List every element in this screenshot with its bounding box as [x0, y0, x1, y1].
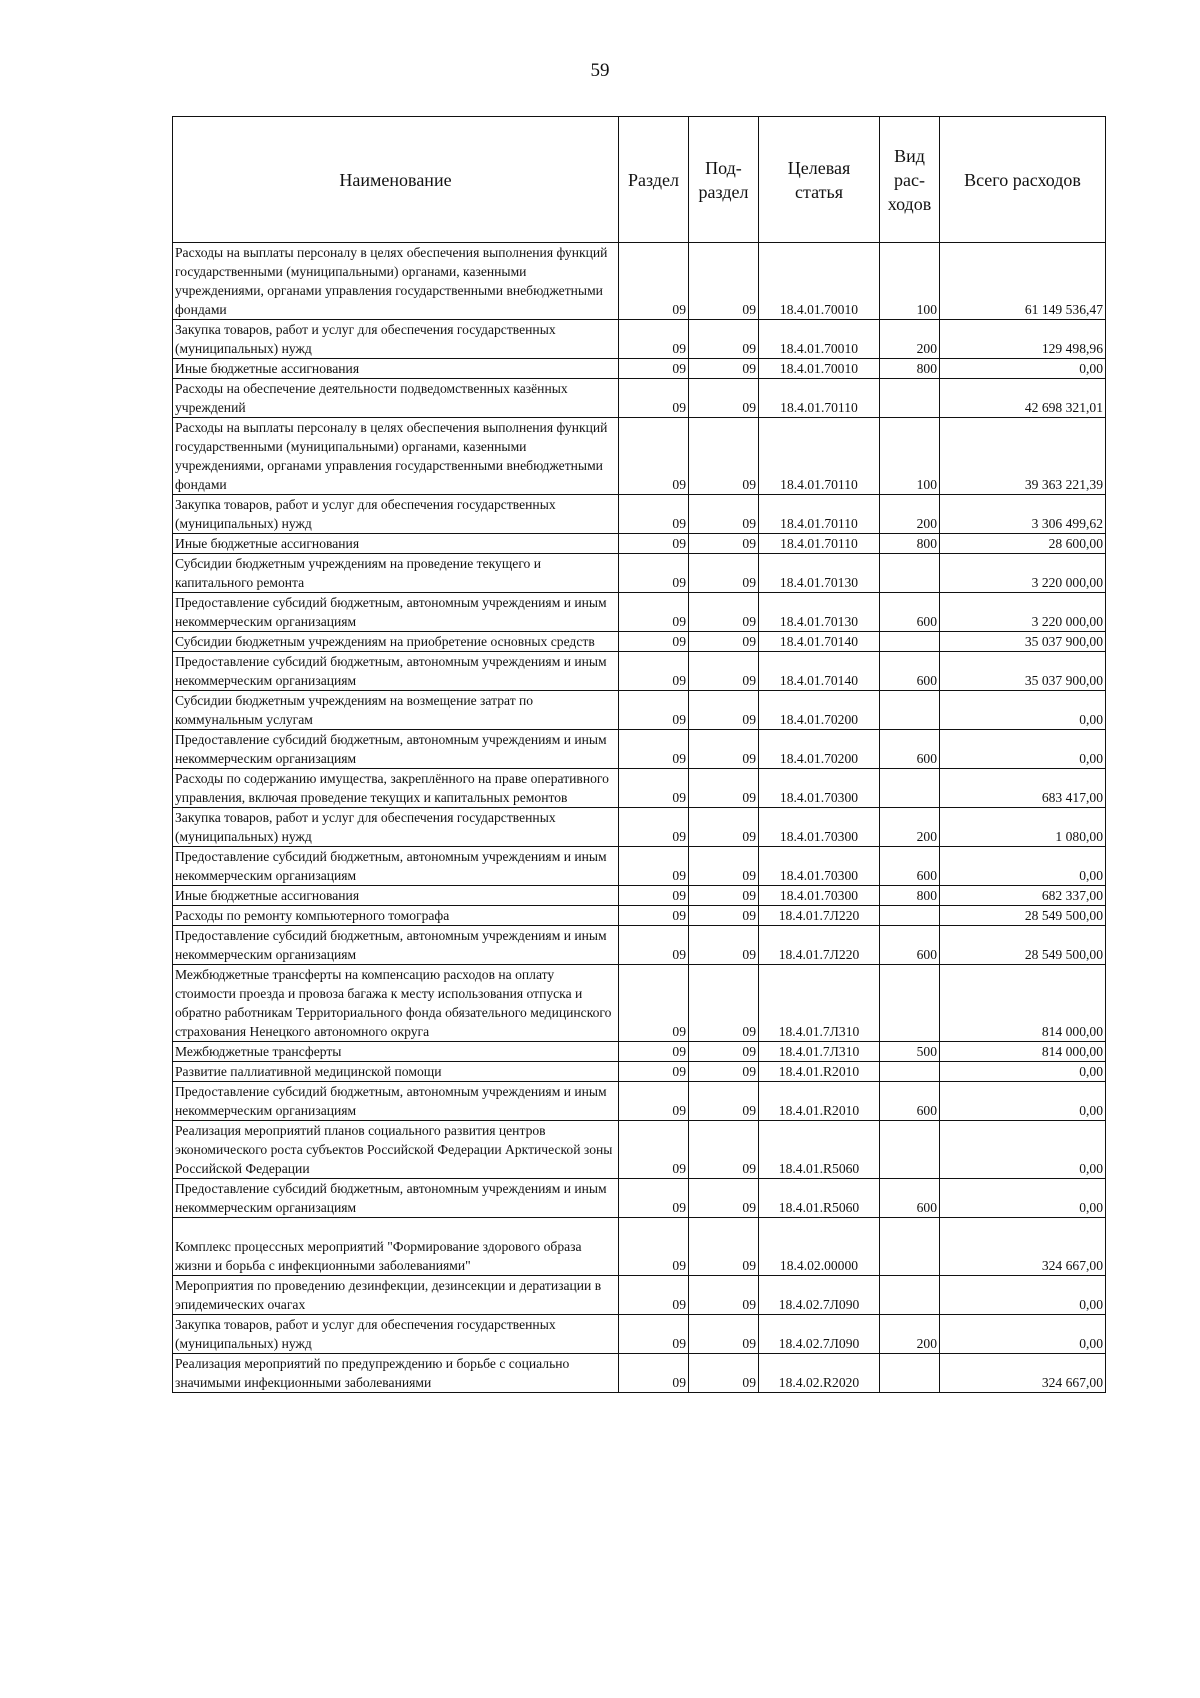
cell-total: 0,00 — [940, 1315, 1106, 1354]
cell-target: 18.4.01.70010 — [759, 243, 880, 320]
cell-name: Закупка товаров, работ и услуг для обеспечения государственных (муниципальных) нужд — [173, 495, 619, 534]
cell-total: 3 306 499,62 — [940, 495, 1106, 534]
cell-name: Предоставление субсидий бюджетным, автономным учреждениям и иным некоммерческим организациям — [173, 1179, 619, 1218]
cell-type — [880, 769, 940, 808]
budget-table — [172, 116, 1106, 1393]
cell-type: 600 — [880, 847, 940, 886]
cell-name: Иные бюджетные ассигнования — [173, 359, 619, 379]
table-row — [173, 926, 1106, 965]
cell-name: Мероприятия по проведению дезинфекции, дезинсекции и дератизации в эпидемических очагах — [173, 1276, 619, 1315]
cell-type: 600 — [880, 926, 940, 965]
table-row — [173, 730, 1106, 769]
cell-target: 18.4.01.70140 — [759, 632, 880, 652]
cell-subsection: 09 — [689, 906, 759, 926]
cell-type — [880, 1276, 940, 1315]
cell-subsection: 09 — [689, 769, 759, 808]
cell-section: 09 — [619, 1218, 689, 1276]
header-section: Раздел — [619, 117, 689, 243]
table-row — [173, 243, 1106, 320]
cell-section: 09 — [619, 495, 689, 534]
cell-target: 18.4.01.70110 — [759, 418, 880, 495]
table-row — [173, 359, 1106, 379]
cell-name: Субсидии бюджетным учреждениям на возмещение затрат по коммунальным услугам — [173, 691, 619, 730]
cell-section: 09 — [619, 379, 689, 418]
cell-type: 600 — [880, 593, 940, 632]
cell-subsection: 09 — [689, 359, 759, 379]
cell-name: Иные бюджетные ассигнования — [173, 534, 619, 554]
cell-section: 09 — [619, 1042, 689, 1062]
cell-type: 800 — [880, 534, 940, 554]
cell-name: Закупка товаров, работ и услуг для обеспечения государственных (муниципальных) нужд — [173, 808, 619, 847]
cell-subsection: 09 — [689, 1315, 759, 1354]
cell-target: 18.4.01.R5060 — [759, 1121, 880, 1179]
cell-type: 100 — [880, 243, 940, 320]
cell-section: 09 — [619, 1179, 689, 1218]
cell-subsection: 09 — [689, 1082, 759, 1121]
cell-subsection: 09 — [689, 847, 759, 886]
cell-subsection: 09 — [689, 886, 759, 906]
cell-type: 200 — [880, 808, 940, 847]
cell-total: 0,00 — [940, 847, 1106, 886]
cell-total: 1 080,00 — [940, 808, 1106, 847]
cell-target: 18.4.01.70300 — [759, 769, 880, 808]
cell-name: Предоставление субсидий бюджетным, автономным учреждениям и иным некоммерческим организациям — [173, 730, 619, 769]
cell-section: 09 — [619, 320, 689, 359]
cell-subsection: 09 — [689, 1062, 759, 1082]
cell-total: 324 667,00 — [940, 1218, 1106, 1276]
cell-target: 18.4.01.70300 — [759, 808, 880, 847]
cell-section: 09 — [619, 1354, 689, 1393]
cell-section: 09 — [619, 1082, 689, 1121]
table-row — [173, 632, 1106, 652]
cell-total: 35 037 900,00 — [940, 652, 1106, 691]
cell-total: 0,00 — [940, 1082, 1106, 1121]
cell-type: 500 — [880, 1042, 940, 1062]
cell-target: 18.4.01.R5060 — [759, 1179, 880, 1218]
cell-total: 3 220 000,00 — [940, 593, 1106, 632]
cell-subsection: 09 — [689, 632, 759, 652]
cell-name: Реализация мероприятий планов социального развития центров экономического роста субъектов Российской Федерации Арктической зоны Российской Федерации — [173, 1121, 619, 1179]
cell-type — [880, 1121, 940, 1179]
table-header-row — [173, 117, 1106, 243]
header-subsection: Под- раздел — [689, 117, 759, 243]
cell-section: 09 — [619, 359, 689, 379]
cell-target: 18.4.01.70110 — [759, 379, 880, 418]
table-row — [173, 534, 1106, 554]
cell-type — [880, 379, 940, 418]
cell-target: 18.4.01.70300 — [759, 847, 880, 886]
cell-total: 39 363 221,39 — [940, 418, 1106, 495]
cell-name: Предоставление субсидий бюджетным, автономным учреждениям и иным некоммерческим организациям — [173, 593, 619, 632]
cell-total: 814 000,00 — [940, 965, 1106, 1042]
cell-name: Субсидии бюджетным учреждениям на приобретение основных средств — [173, 632, 619, 652]
cell-type — [880, 691, 940, 730]
cell-subsection: 09 — [689, 495, 759, 534]
cell-section: 09 — [619, 632, 689, 652]
cell-section: 09 — [619, 808, 689, 847]
cell-subsection: 09 — [689, 652, 759, 691]
cell-subsection: 09 — [689, 534, 759, 554]
table-row — [173, 652, 1106, 691]
cell-subsection: 09 — [689, 1042, 759, 1062]
cell-subsection: 09 — [689, 379, 759, 418]
cell-name: Расходы на обеспечение деятельности подведомственных казённых учреждений — [173, 379, 619, 418]
table-row — [173, 495, 1106, 534]
cell-section: 09 — [619, 1121, 689, 1179]
cell-subsection: 09 — [689, 1179, 759, 1218]
cell-target: 18.4.01.7Л220 — [759, 906, 880, 926]
cell-name: Предоставление субсидий бюджетным, автономным учреждениям и иным некоммерческим организациям — [173, 652, 619, 691]
cell-name: Расходы по содержанию имущества, закреплённого на праве оперативного управления, включая проведение текущих и капитальных ремонтов — [173, 769, 619, 808]
table-row — [173, 691, 1106, 730]
table-row — [173, 1179, 1106, 1218]
table-row — [173, 554, 1106, 593]
cell-subsection: 09 — [689, 243, 759, 320]
cell-type: 600 — [880, 652, 940, 691]
cell-total: 28 600,00 — [940, 534, 1106, 554]
cell-section: 09 — [619, 1315, 689, 1354]
table-row — [173, 808, 1106, 847]
cell-name: Закупка товаров, работ и услуг для обеспечения государственных (муниципальных) нужд — [173, 1315, 619, 1354]
table-row — [173, 1276, 1106, 1315]
cell-section: 09 — [619, 906, 689, 926]
cell-name: Расходы на выплаты персоналу в целях обеспечения выполнения функций государственными (муниципальными) органами, казенными учреждениями, органами управления государственными внебюджетными фондами — [173, 418, 619, 495]
cell-total: 682 337,00 — [940, 886, 1106, 906]
cell-subsection: 09 — [689, 808, 759, 847]
table-row — [173, 418, 1106, 495]
cell-target: 18.4.01.7Л310 — [759, 965, 880, 1042]
cell-total: 324 667,00 — [940, 1354, 1106, 1393]
cell-target: 18.4.01.70110 — [759, 534, 880, 554]
cell-subsection: 09 — [689, 554, 759, 593]
cell-target: 18.4.01.70200 — [759, 730, 880, 769]
cell-section: 09 — [619, 769, 689, 808]
page-number: 59 — [590, 60, 610, 81]
table-row — [173, 847, 1106, 886]
cell-total: 0,00 — [940, 359, 1106, 379]
cell-target: 18.4.01.70300 — [759, 886, 880, 906]
cell-target: 18.4.01.R2010 — [759, 1082, 880, 1121]
cell-subsection: 09 — [689, 418, 759, 495]
cell-type — [880, 1062, 940, 1082]
cell-type — [880, 1218, 940, 1276]
cell-name: Расходы по ремонту компьютерного томографа — [173, 906, 619, 926]
cell-name: Развитие паллиативной медицинской помощи — [173, 1062, 619, 1082]
cell-total: 28 549 500,00 — [940, 906, 1106, 926]
cell-section: 09 — [619, 730, 689, 769]
cell-type: 200 — [880, 495, 940, 534]
cell-section: 09 — [619, 593, 689, 632]
cell-total: 814 000,00 — [940, 1042, 1106, 1062]
cell-type: 600 — [880, 1179, 940, 1218]
cell-total: 0,00 — [940, 1121, 1106, 1179]
cell-type: 100 — [880, 418, 940, 495]
cell-subsection: 09 — [689, 730, 759, 769]
cell-target: 18.4.01.70200 — [759, 691, 880, 730]
cell-total: 0,00 — [940, 1276, 1106, 1315]
cell-type — [880, 965, 940, 1042]
cell-type: 800 — [880, 886, 940, 906]
cell-section: 09 — [619, 965, 689, 1042]
cell-section: 09 — [619, 847, 689, 886]
cell-type — [880, 554, 940, 593]
cell-subsection: 09 — [689, 1276, 759, 1315]
cell-target: 18.4.01.7Л310 — [759, 1042, 880, 1062]
cell-total: 28 549 500,00 — [940, 926, 1106, 965]
cell-total: 35 037 900,00 — [940, 632, 1106, 652]
cell-total: 0,00 — [940, 1062, 1106, 1082]
cell-target: 18.4.01.70010 — [759, 320, 880, 359]
cell-subsection: 09 — [689, 1218, 759, 1276]
cell-target: 18.4.01.70010 — [759, 359, 880, 379]
table-row — [173, 965, 1106, 1042]
cell-target: 18.4.01.R2010 — [759, 1062, 880, 1082]
cell-total: 0,00 — [940, 691, 1106, 730]
cell-type — [880, 1354, 940, 1393]
cell-type: 200 — [880, 1315, 940, 1354]
cell-section: 09 — [619, 243, 689, 320]
cell-type — [880, 906, 940, 926]
cell-subsection: 09 — [689, 965, 759, 1042]
cell-subsection: 09 — [689, 691, 759, 730]
table-row — [173, 1062, 1106, 1082]
cell-target: 18.4.01.70130 — [759, 593, 880, 632]
cell-name: Субсидии бюджетным учреждениям на проведение текущего и капитального ремонта — [173, 554, 619, 593]
header-target: Целевая статья — [759, 117, 880, 243]
table-row — [173, 1121, 1106, 1179]
cell-total: 0,00 — [940, 730, 1106, 769]
table-row — [173, 1354, 1106, 1393]
table-row — [173, 1315, 1106, 1354]
table-row — [173, 906, 1106, 926]
cell-section: 09 — [619, 691, 689, 730]
cell-target: 18.4.01.70140 — [759, 652, 880, 691]
cell-name: Межбюджетные трансферты — [173, 1042, 619, 1062]
cell-name: Комплекс процессных мероприятий "Формирование здорового образа жизни и борьба с инфекционными заболеваниями" — [173, 1218, 619, 1276]
cell-target: 18.4.02.7Л090 — [759, 1276, 880, 1315]
cell-total: 683 417,00 — [940, 769, 1106, 808]
cell-section: 09 — [619, 1276, 689, 1315]
cell-target: 18.4.02.00000 — [759, 1218, 880, 1276]
cell-name: Межбюджетные трансферты на компенсацию расходов на оплату стоимости проезда и провоза багажа к месту использования отпуска и обратно работникам Территориального фонда обязательного медицинского страхования Ненецкого автономного округа — [173, 965, 619, 1042]
table-row — [173, 320, 1106, 359]
cell-name: Расходы на выплаты персоналу в целях обеспечения выполнения функций государственными (муниципальными) органами, казенными учреждениями, органами управления государственными внебюджетными фондами — [173, 243, 619, 320]
cell-section: 09 — [619, 418, 689, 495]
cell-target: 18.4.02.7Л090 — [759, 1315, 880, 1354]
cell-section: 09 — [619, 1062, 689, 1082]
cell-name: Реализация мероприятий по предупреждению и борьбе с социально значимыми инфекционными заболеваниями — [173, 1354, 619, 1393]
cell-subsection: 09 — [689, 926, 759, 965]
table-row — [173, 886, 1106, 906]
cell-type: 600 — [880, 1082, 940, 1121]
cell-section: 09 — [619, 534, 689, 554]
cell-target: 18.4.01.70110 — [759, 495, 880, 534]
header-name: Наименование — [173, 117, 619, 243]
cell-name: Предоставление субсидий бюджетным, автономным учреждениям и иным некоммерческим организациям — [173, 1082, 619, 1121]
cell-section: 09 — [619, 652, 689, 691]
cell-name: Предоставление субсидий бюджетным, автономным учреждениям и иным некоммерческим организациям — [173, 847, 619, 886]
table-row — [173, 1218, 1106, 1276]
table-row — [173, 379, 1106, 418]
cell-subsection: 09 — [689, 320, 759, 359]
cell-name: Иные бюджетные ассигнования — [173, 886, 619, 906]
cell-section: 09 — [619, 554, 689, 593]
cell-total: 129 498,96 — [940, 320, 1106, 359]
cell-total: 0,00 — [940, 1179, 1106, 1218]
table-row — [173, 593, 1106, 632]
cell-total: 42 698 321,01 — [940, 379, 1106, 418]
table-row — [173, 1042, 1106, 1062]
cell-section: 09 — [619, 886, 689, 906]
cell-subsection: 09 — [689, 1121, 759, 1179]
header-total: Всего расходов — [940, 117, 1106, 243]
cell-target: 18.4.01.70130 — [759, 554, 880, 593]
cell-type: 800 — [880, 359, 940, 379]
cell-target: 18.4.02.R2020 — [759, 1354, 880, 1393]
cell-subsection: 09 — [689, 1354, 759, 1393]
cell-name: Предоставление субсидий бюджетным, автономным учреждениям и иным некоммерческим организациям — [173, 926, 619, 965]
cell-target: 18.4.01.7Л220 — [759, 926, 880, 965]
cell-section: 09 — [619, 926, 689, 965]
table-row — [173, 769, 1106, 808]
cell-type: 200 — [880, 320, 940, 359]
cell-total: 61 149 536,47 — [940, 243, 1106, 320]
cell-name: Закупка товаров, работ и услуг для обеспечения государственных (муниципальных) нужд — [173, 320, 619, 359]
table-row — [173, 1082, 1106, 1121]
cell-total: 3 220 000,00 — [940, 554, 1106, 593]
cell-subsection: 09 — [689, 593, 759, 632]
header-type: Вид рас- ходов — [880, 117, 940, 243]
cell-type: 600 — [880, 730, 940, 769]
cell-type — [880, 632, 940, 652]
